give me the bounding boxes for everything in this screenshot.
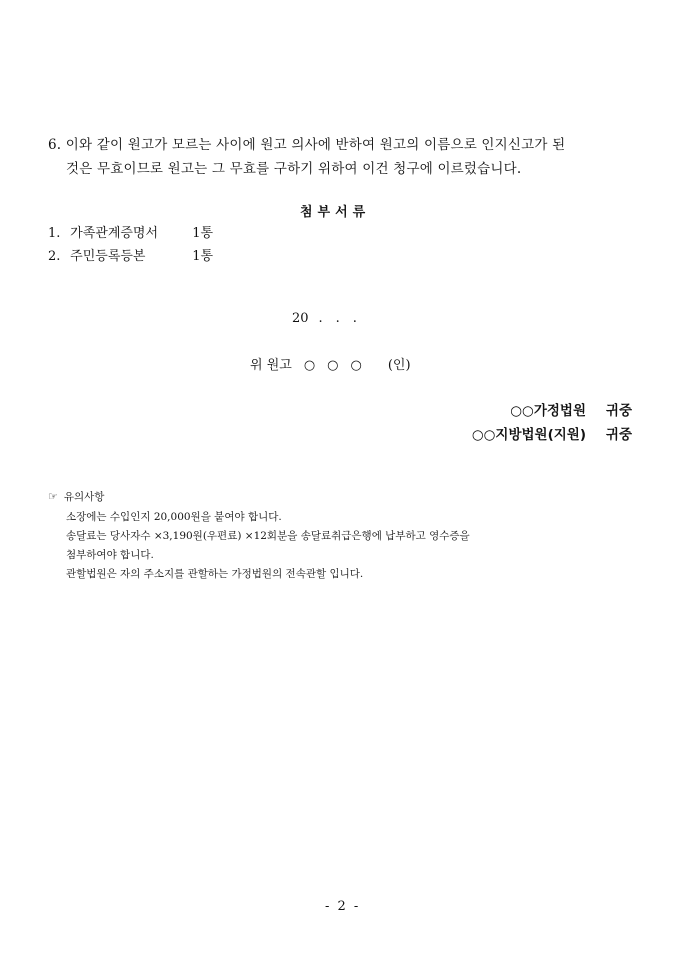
attachment-item	[48, 222, 213, 241]
page-number: - 2 -	[325, 899, 361, 914]
note-line: 소장에는 수입인지 20,000원을 붙여야 합니다.	[66, 511, 282, 523]
attachment-number: 1.	[48, 226, 61, 241]
attachment-count: 1통	[192, 226, 214, 241]
note-line: 첨부하여야 합니다.	[66, 549, 154, 561]
note-line: 관할법원은 자의 주소지를 관할하는 가정법원의 전속관할 입니다.	[66, 568, 364, 580]
attachment-name: 주민등록등본	[70, 249, 146, 264]
plaintiff-label: 위 원고	[250, 358, 292, 373]
court-suffix: 귀중	[605, 427, 632, 443]
notes-title-text: 유의사항	[63, 491, 105, 503]
date-dots: ...	[318, 311, 370, 326]
plaintiff-signature	[250, 354, 411, 373]
attachment-number: 2.	[48, 249, 61, 264]
court-suffix: 귀중	[605, 403, 632, 419]
pointing-hand-icon: ☞	[48, 490, 58, 503]
court-name: ○○가정법원	[510, 403, 586, 419]
attachment-count: 1통	[192, 249, 214, 264]
court-addressee-district	[472, 423, 632, 443]
attachment-name: 가족관계증명서	[70, 226, 159, 241]
court-name: ○○지방법원(지원)	[471, 427, 586, 443]
plaintiff-name-placeholder: ○○○	[303, 358, 374, 373]
notes-title	[48, 489, 104, 504]
date-line	[292, 311, 370, 326]
attachment-item	[48, 245, 213, 264]
date-year-prefix: 20	[292, 311, 309, 326]
seal-mark: (인)	[387, 358, 411, 373]
note-line: 송달료는 당사자수 ×3,190원(우편료) ×12회분을 송달료취급은행에 납부하고 영수증을	[66, 530, 470, 542]
court-addressee-family	[510, 399, 632, 419]
paragraph-6-line-1: 6. 이와 같이 원고가 모르는 사이에 원고 의사에 반하여 원고의 이름으로 인지신고가 된	[48, 137, 566, 153]
attachments-heading: 첨부서류	[300, 205, 371, 220]
paragraph-6-line-2: 것은 무효이므로 원고는 그 무효를 구하기 위하여 이건 청구에 이르렀습니다.	[66, 161, 522, 177]
